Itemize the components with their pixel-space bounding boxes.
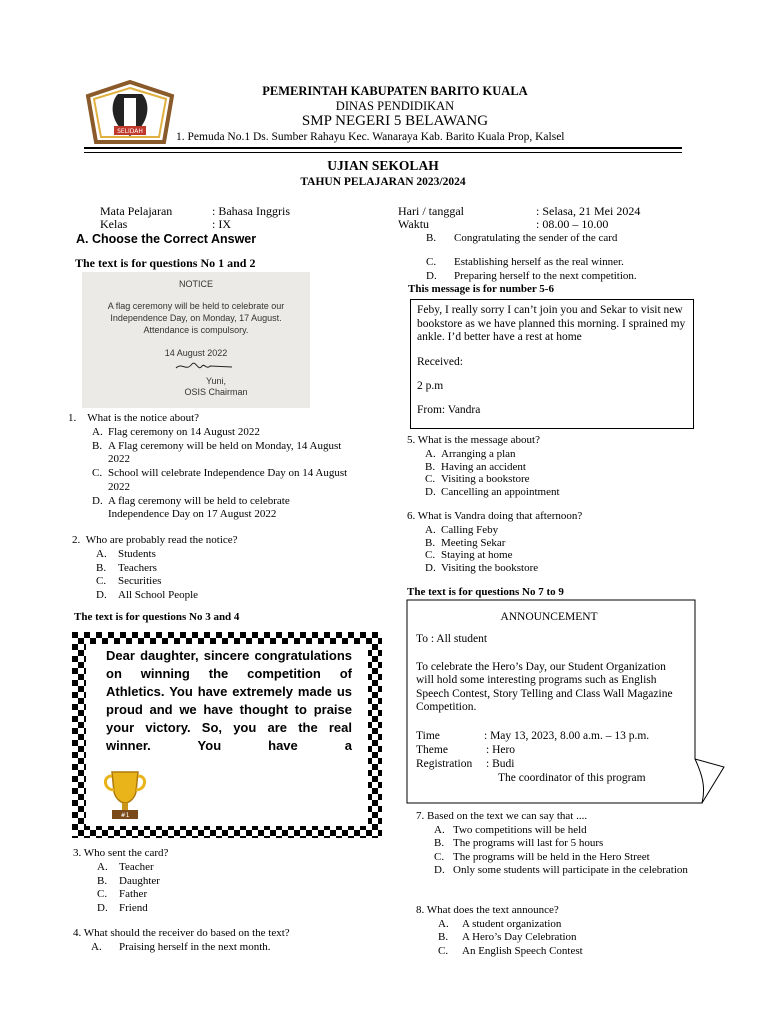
intro-questions-7-9: The text is for questions No 7 to 9 bbox=[407, 586, 564, 598]
question-8: 8. What does the text announce? A. A student organization B. A Hero’s Day Celebration C. An English Speech Contest bbox=[416, 904, 716, 958]
signature-icon bbox=[174, 358, 234, 374]
message-from: From: Vandra bbox=[417, 404, 481, 417]
notice-date: 14 August 2022 bbox=[164, 348, 228, 359]
message-received: Received: bbox=[417, 355, 463, 368]
option-d[interactable]: D. Only some students will participate in the celebration bbox=[434, 864, 688, 877]
option-c[interactable]: C. An English Speech Contest bbox=[438, 944, 583, 957]
option-d[interactable]: D. A flag ceremony will be held to celebrate Independence Day on 17 August 2022 bbox=[92, 494, 290, 521]
message-body: Feby, I really sorry I can’t join you and Sekar to visit new bookstore as we have planned this morning. I sprained my ankle. I’d better have a rest at home bbox=[417, 304, 686, 343]
notice-body: A flag ceremony will be held to celebrate our Independence Day, on Monday, 17 August. Attendance is compulsory. bbox=[107, 301, 285, 336]
option-d[interactable]: D. Visiting the bookstore bbox=[425, 562, 539, 575]
announcement bbox=[406, 602, 692, 785]
question-7: 7. Based on the text we can say that .... A. Two competitions will be held B. The programs will last for 5 hours C. The programs will be held in the Hero Street D. Only some students will participate in the celebration bbox=[416, 810, 716, 878]
day-value: : Selasa, 21 Mei 2024 bbox=[536, 204, 641, 218]
announcement-time: Time : May 13, 2023, 8.00 a.m. – 13 p.m. bbox=[416, 729, 650, 742]
notice-role: OSIS Chairman bbox=[184, 387, 248, 397]
option-a[interactable]: A. Arranging a plan bbox=[425, 447, 516, 460]
option-a[interactable]: A. Praising herself in the next month. bbox=[91, 940, 271, 953]
exam-title: UJIAN SEKOLAH bbox=[327, 158, 439, 173]
day-label: Hari / tanggal bbox=[398, 204, 464, 218]
option-c[interactable]: C. Securities bbox=[96, 575, 162, 588]
option-b[interactable]: B. A Hero’s Day Celebration bbox=[438, 931, 577, 944]
government-header: PEMERINTAH KABUPATEN BARITO KUALA bbox=[262, 84, 528, 98]
notice-signer: Yuni, bbox=[205, 376, 227, 386]
notice-image bbox=[82, 272, 310, 408]
message-box bbox=[410, 299, 694, 429]
question-1 bbox=[68, 412, 368, 522]
option-c[interactable]: C. Staying at home bbox=[425, 549, 513, 562]
message-time: 2 p.m bbox=[417, 379, 444, 392]
school-address: 1. Pemuda No.1 Ds. Sumber Rahayu Kec. Wanaraya Kab. Barito Kuala Prop, Kalsel bbox=[176, 131, 565, 143]
academic-year: TAHUN PELAJARAN 2023/2024 bbox=[300, 176, 466, 188]
svg-text:SELIDAH: SELIDAH bbox=[117, 128, 143, 135]
svg-text:#1: #1 bbox=[120, 812, 130, 819]
option-d[interactable]: D. Friend bbox=[97, 902, 148, 915]
trophy-icon bbox=[98, 768, 152, 822]
option-a[interactable]: A. Two competitions will be held bbox=[434, 823, 587, 836]
question-3: 3. Who sent the card? A. Teacher B. Daughter C. Father D. Friend bbox=[73, 847, 373, 916]
question-2: 2. Who are probably read the notice? A. Students B. Teachers C. Securities D. All School People bbox=[72, 534, 372, 603]
class-label: Kelas bbox=[100, 217, 128, 231]
option-c[interactable]: C. Father bbox=[97, 888, 148, 901]
announcement-coordinator: The coordinator of this program bbox=[498, 771, 646, 784]
option-d[interactable]: D. Preparing herself to the next competition. bbox=[426, 269, 637, 282]
department-header: DINAS PENDIDIKAN bbox=[335, 99, 455, 113]
announcement-registration: Registration : Budi bbox=[416, 757, 515, 770]
option-a[interactable]: A. Calling Feby bbox=[425, 523, 499, 536]
option-b[interactable]: B. Teachers bbox=[96, 561, 157, 574]
option-b[interactable]: B. Congratulating the sender of the card bbox=[426, 232, 618, 244]
option-c[interactable]: C. Visiting a bookstore bbox=[425, 473, 530, 486]
option-a[interactable]: A. Teacher bbox=[97, 860, 154, 873]
intro-questions-3-4: The text is for questions No 3 and 4 bbox=[74, 611, 240, 623]
option-b[interactable]: B. The programs will last for 5 hours bbox=[434, 837, 604, 850]
header-divider-thin bbox=[84, 152, 682, 153]
school-name: SMP NEGERI 5 BELAWANG bbox=[301, 113, 489, 129]
question-number: 1. bbox=[68, 412, 77, 424]
class-value: : IX bbox=[212, 217, 231, 231]
question-4: 4. What should the receiver do based on the text? A. Praising herself in the next month. bbox=[73, 927, 383, 955]
option-b[interactable]: B. Having an accident bbox=[425, 460, 526, 473]
card-text: Dear daughter, sincere congratulations on winning the competition of Athletics. You have extremely made us proud and we have thought to praise your victory. So, you are the real winner. You have a bbox=[106, 648, 352, 753]
announcement-title: ANNOUNCEMENT bbox=[500, 611, 598, 623]
option-b[interactable]: B. Meeting Sekar bbox=[425, 536, 506, 549]
question-text: What is the notice about? bbox=[87, 412, 200, 424]
announcement-body: To celebrate the Hero’s Day, our Student Organization will hold some interesting programs such as English Speech Contest, Story Telling and Class Wall Magazine Competition. bbox=[416, 660, 673, 714]
option-b[interactable]: B. A Flag ceremony will be held on Monday, 14 August 2022 bbox=[92, 439, 342, 466]
subject-value: : Bahasa Inggris bbox=[212, 204, 290, 218]
header-divider-thick bbox=[84, 147, 682, 149]
option-c[interactable]: C. School will celebrate Independence Day on 14 August 2022 bbox=[92, 467, 348, 493]
intro-questions-5-6: This message is for number 5-6 bbox=[408, 283, 554, 295]
option-a[interactable]: A. Students bbox=[96, 547, 156, 560]
question-4-continued bbox=[426, 232, 726, 283]
option-b[interactable]: B. Daughter bbox=[97, 874, 160, 887]
option-d[interactable]: D. Cancelling an appointment bbox=[425, 486, 560, 499]
subject-label: Mata Pelajaran bbox=[100, 204, 173, 218]
section-heading: A. Choose the Correct Answer bbox=[76, 232, 257, 246]
option-a[interactable]: A. A student organization bbox=[438, 917, 562, 930]
time-label: Waktu bbox=[398, 217, 430, 231]
time-value: : 08.00 – 10.00 bbox=[536, 217, 609, 231]
announcement-to: To : All student bbox=[416, 633, 488, 646]
announcement-theme: Theme : Hero bbox=[416, 743, 516, 756]
option-c[interactable]: C. Establishing herself as the real winner. bbox=[426, 255, 624, 268]
notice-title: NOTICE bbox=[178, 279, 213, 289]
option-d[interactable]: D. All School People bbox=[96, 589, 199, 602]
intro-questions-1-2: The text is for questions No 1 and 2 bbox=[75, 256, 256, 270]
option-a[interactable]: A. Flag ceremony on 14 August 2022 bbox=[92, 425, 260, 438]
question-6: 6. What is Vandra doing that afternoon? A. Calling Feby B. Meeting Sekar C. Staying at home D. Visiting the bookstore bbox=[407, 510, 707, 575]
option-c[interactable]: C. The programs will be held in the Hero Street bbox=[434, 850, 650, 863]
question-5: 5. What is the message about? A. Arranging a plan B. Having an accident C. Visiting a bookstore D. Cancelling an appointment bbox=[407, 434, 707, 499]
